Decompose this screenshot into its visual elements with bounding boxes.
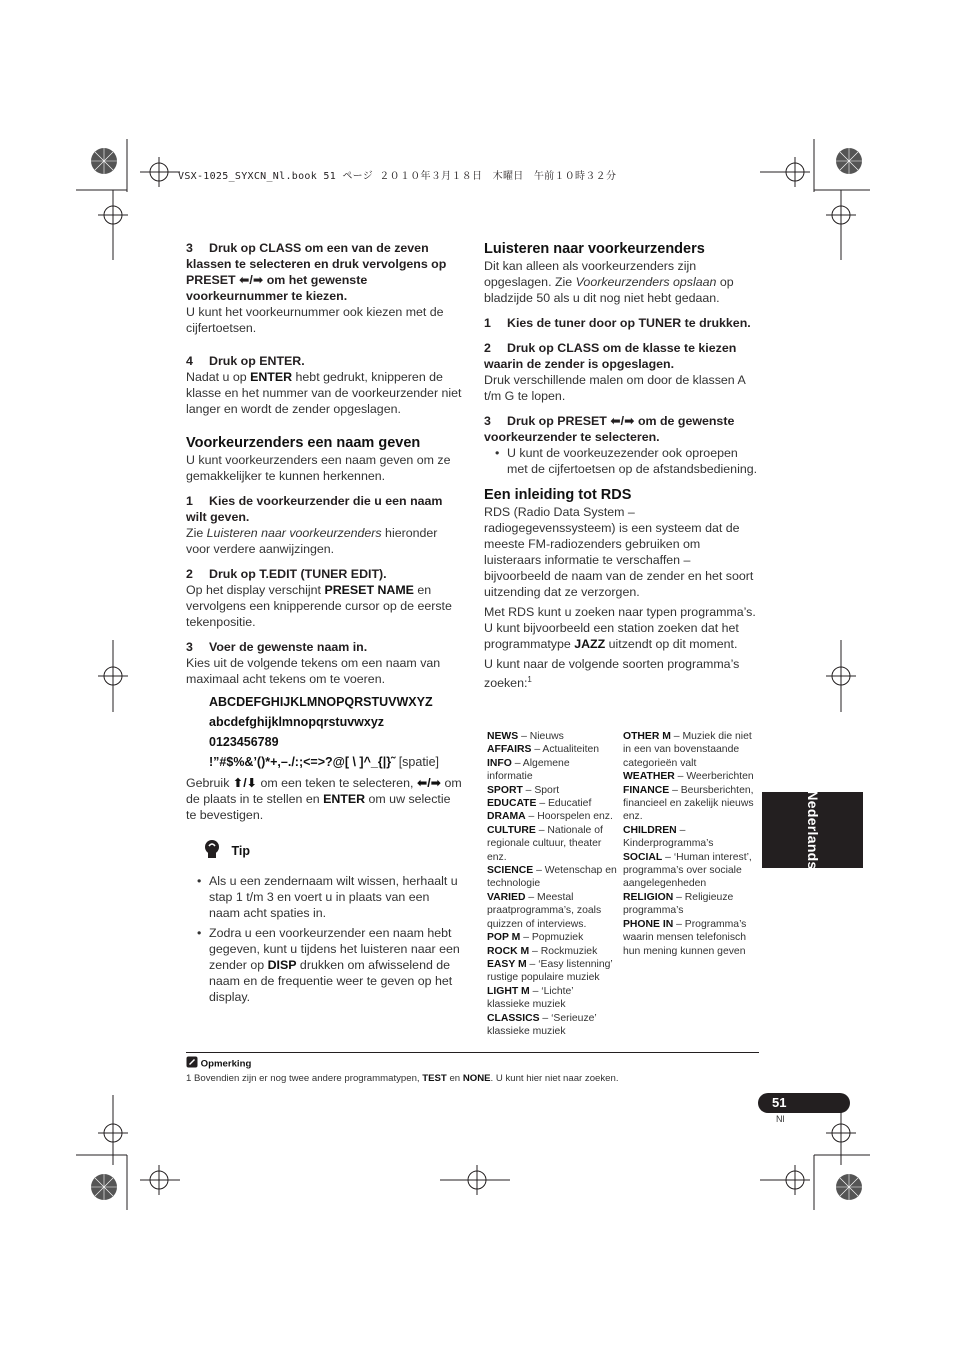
genre-item: PHONE IN – Programma’s waarin mensen telefonisch hun mening kunnen geven	[623, 918, 747, 957]
right-column	[484, 240, 759, 691]
note-icon	[186, 1056, 198, 1072]
page-number-badge: 51	[758, 1093, 850, 1113]
genre-item: CHILDREN – Kinderprogramma’s	[623, 824, 714, 850]
genre-item: AFFAIRS – Actualiteiten	[487, 744, 600, 756]
genre-item: ROCK M – Rockmuziek	[487, 945, 598, 957]
naming-step-3-body: Kies uit de volgende tekens om een naam van maximaal acht tekens om te voeren.	[186, 656, 441, 686]
section-title-naming: Voorkeurzenders een naam geven	[186, 435, 421, 451]
listening-step-1: 1 Kies de tuner door op TUNER te drukken.	[484, 316, 751, 330]
naming-step-2: 2 Druk op T.EDIT (TUNER EDIT).	[186, 567, 387, 581]
genre-item: DRAMA – Hoorspelen enz.	[487, 811, 613, 823]
genre-item: FINANCE – Beursberichten, financieel en zakelijk nieuws enz.	[623, 784, 754, 823]
naming-intro: U kunt voorkeurzenders een naam geven om ze gemakkelijker te kunnen herkennen.	[186, 453, 451, 483]
file-header: VSX-1025_SYXCN_Nl.book 51 ページ ２０１０年３月１８日 木曜日 午前１０時３２分	[178, 171, 617, 182]
step-3-select-class: 3 Druk op CLASS om een van de zeven klassen te selecteren en druk vervolgens op PRESET ⬅/➡ om het gewenste voorkeurnummer te kiezen.	[186, 241, 447, 303]
footnote-divider	[186, 1052, 759, 1053]
genre-item: SOCIAL – ‘Human interest’, programma’s over sociale aangelegenheden	[623, 851, 752, 890]
chars-symbols: !”#$%&’()*+,–./:;<=>?@[ \ ]^_{|}˜ [spatie]	[209, 755, 440, 769]
tip-list	[186, 873, 462, 1005]
naming-step-3: 3 Voer de gewenste naam in.	[186, 640, 368, 654]
footnote	[186, 1056, 619, 1085]
footnote-text: 1 Bovendien zijn er nog twee andere programmatypen, TEST en NONE. U kunt hier niet naar zoeken.	[186, 1073, 619, 1084]
genre-item: CLASSICS – ‘Serieuze’ klassieke muziek	[487, 1012, 597, 1037]
listening-bullets	[484, 445, 759, 477]
naming-step-1-body: Zie Luisteren naar voorkeurzenders hieronder voor verdere aanwijzingen.	[186, 526, 438, 556]
step-4-enter: 4 Druk op ENTER.	[186, 354, 305, 368]
genre-list-right	[623, 730, 755, 958]
rds-paragraph-2: Met RDS kunt u zoeken naar typen programma’s. U kunt bijvoorbeeld een station zoeken dat het programmatype JAZZ uitzendt op dit moment.	[484, 605, 756, 651]
language-tab: Nederlands	[762, 792, 863, 868]
left-column	[186, 240, 462, 1009]
character-set	[186, 692, 462, 772]
naming-usage: Gebruik ⬆/⬇ om een teken te selecteren, ⬅/➡ om de plaats in te stellen en ENTER om uw selectie te bevestigen.	[186, 776, 462, 822]
section-title-rds: Een inleiding tot RDS	[484, 487, 632, 503]
genre-item: EASY M – ‘Easy listenning’ rustige populaire muziek	[487, 958, 613, 984]
naming-step-1: 1 Kies de voorkeurzender die u een naam wilt geven.	[186, 494, 443, 524]
listening-intro: Dit kan alleen als voorkeurzenders zijn opgeslagen. Zie Voorkeurzenders opslaan op bladzijde 50 als u dit nog niet hebt gedaan.	[484, 259, 734, 305]
section-title-listening: Luisteren naar voorkeurzenders	[484, 241, 705, 257]
chars-lowercase: abcdefghijklmnopqrstuvwxyz	[209, 715, 385, 729]
genre-item: VARIED – Meestal praatprogramma’s, zoals quizzen of interviews.	[487, 891, 602, 930]
listening-bullet: • U kunt de voorkeuzezender ook oproepen met de cijfertoetsen op de afstandsbediening.	[507, 445, 759, 477]
step-3-body: U kunt het voorkeurnummer ook kiezen met de cijfertoetsen.	[186, 305, 444, 335]
chars-digits: 0123456789	[209, 735, 279, 749]
genre-item: SCIENCE – Wetenschap en technologie	[487, 865, 617, 890]
step-4-body: Nadat u op ENTER hebt gedrukt, knipperen de klasse en het nummer van de voorkeurzender niet langer en wordt de zender opgeslagen.	[186, 370, 462, 416]
rds-paragraph-3: U kunt naar de volgende soorten programma’s zoeken:$^1$	[484, 657, 740, 691]
genre-item: POP M – Popmuziek	[487, 932, 584, 944]
chars-uppercase: ABCDEFGHIJKLMNOPQRSTUVWXYZ	[209, 695, 433, 709]
tip-item: • Zodra u een voorkeurzender een naam hebt gegeven, kunt u tijdens het luisteren naar een zender op DISP drukken om afwisselend de naam en de frequentie weer te geven op het display.	[209, 925, 462, 1005]
genre-item: RELIGION – Religieuze programma’s	[623, 891, 734, 917]
page-language: Nl	[776, 1114, 785, 1124]
rds-paragraph-1: RDS (Radio Data System – radiogegevenssysteem) is een systeem dat de meeste FM-radiozenders gebruiken om luisteraars informatie te verschaffen – bijvoorbeeld de naam van de zender en het soort uitzending dat ze verzorgen.	[484, 505, 754, 599]
listening-step-2: 2 Druk op CLASS om de klasse te kiezen waarin de zender is opgeslagen.	[484, 341, 737, 371]
lightbulb-icon	[200, 837, 224, 865]
tip-header: Tip	[186, 837, 462, 865]
genre-item: EDUCATE – Educatief	[487, 798, 592, 810]
genre-item: NEWS – Nieuws	[487, 731, 564, 742]
footnote-header: Opmerking	[186, 1056, 619, 1072]
listening-step-3: 3 Druk op PRESET ⬅/➡ om de gewenste voorkeurzender te selecteren.	[484, 414, 735, 444]
listening-step-2-body: Druk verschillende malen om door de klassen A t/m G te lopen.	[484, 373, 746, 403]
genre-item: LIGHT M – ‘Lichte’ klassieke muziek	[487, 985, 574, 1011]
genre-list-left	[487, 730, 617, 1038]
genre-item: WEATHER – Weerberichten	[623, 771, 754, 783]
genre-item: CULTURE – Nationale of regionale cultuur, theater enz.	[487, 824, 603, 863]
naming-step-2-body: Op het display verschijnt PRESET NAME en vervolgens een knipperende cursor op de eerste tekenpositie.	[186, 583, 452, 629]
genre-item: INFO – Algemene informatie	[487, 757, 570, 783]
genre-item: OTHER M – Muziek die niet in een van bovenstaande categorieën valt	[623, 731, 752, 769]
tip-item: • Als u een zendernaam wilt wissen, herhaalt u stap 1 t/m 3 en voert u in plaats van een naam acht spaties in.	[209, 873, 462, 921]
genre-item: SPORT – Sport	[487, 784, 560, 796]
